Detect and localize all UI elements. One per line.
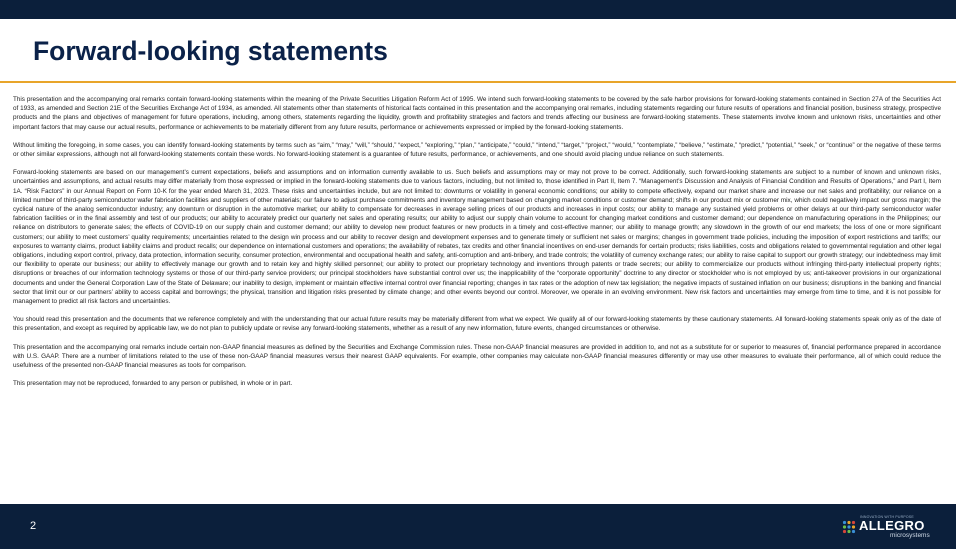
paragraph-safe-harbor: This presentation and the accompanying oral remarks contain forward-looking statements within the meaning of the Private Securities Litigation Reform Act of 1995. We intend such forward-looking statements to be covered by the safe harbor provisions for forward-looking statements contained in Section 27A of the Securities Act of 1933, as amended and Section 21E of the Securities Exchange Act of 1934, as amended. All statements other than statements of historical facts contained in this presentation and the accompanying oral remarks, including statements regarding our future results of operations and financial position, business strategy, prospective products and the plans and objectives of management for future operations, including, among others, statements regarding the liquidity, growth and profitability strategies and factors and trends affecting our business are forward-looking statements. These statements involve known and unknown risks, uncertainties and other important factors that may cause our actual results, performance or achievements to be materially different from any future results, performance or achievements expressed or implied by the forward-looking statements. (13, 96, 941, 131)
allegro-dot-grid-icon (842, 520, 857, 539)
allegro-logo (842, 513, 942, 543)
disclaimer-body (13, 95, 941, 397)
footer-bar (0, 504, 956, 549)
paragraph-terms: Without limiting the foregoing, in some cases, you can identify forward-looking statements by terms such as “aim,” “may,” “will,” “should,” “expect,” “exploring,” “plan,” “anticipate,” “could,” “intend,” “target,” “project,” “would,” “contemplate,” “believe,” “estimate,” “predict,” “potential,” “seek,” or “continue” or the negative of these terms or other similar expressions, although not all forward-looking statements contain these words. No forward-looking statement is a guarantee of future results, performance, or achievements, and one should avoid placing undue reliance on such statements. (13, 141, 941, 159)
paragraph-non-gaap: This presentation and the accompanying oral remarks include certain non-GAAP financial measures as defined by the Securities and Exchange Commission rules. These non-GAAP financial measures are provided in addition to, and not as a substitute for or superior to measures of, financial performance prepared in accordance with U.S. GAAP. There are a number of limitations related to the use of these non-GAAP financial measures versus their nearest GAAP equivalents. For example, other companies may calculate non-GAAP financial measures differently or may use other measures to evaluate their performance, all of which could reduce the usefulness of the presented non-GAAP financial measures as tools for comparison. (13, 343, 941, 370)
paragraph-cautionary: You should read this presentation and the documents that we reference completely and with the understanding that our actual future results may be materially different from what we expect. We qualify all of our forward-looking statements by these cautionary statements. All forward-looking statements speak only as of the date of this presentation, and except as required by applicable law, we do not plan to publicly update or revise any forward-looking statements, whether as a result of any new information, future events, changed circumstances or otherwise. (13, 316, 941, 333)
title-divider (0, 81, 956, 83)
page-number: 2 (30, 520, 37, 532)
logo-subtitle: microsystems (890, 532, 930, 539)
page-title: Forward-looking statements (33, 36, 388, 66)
paragraph-risk-factors: Forward-looking statements are based on our management’s current expectations, beliefs and assumptions and on information currently available to us. Such beliefs and assumptions may or may not prove to be correct. Additionally, such forward-looking statements are subject to a number of known and unknown risks, uncertainties and assumptions, and actual results may differ materially from those expressed or implied in the forward-looking statements due to various factors, including, but not limited to, those identified in Part II, Item 7. “Management’s Discussion and Analysis of Financial Condition and Results of Operations,” and Part I, Item 1A. “Risk Factors” in our Annual Report on Form 10-K for the year ended March 31, 2023. These risks and uncertainties include, but are not limited to: downturns or volatility in general economic conditions; our ability to compete effectively, expand our market share and increase our net sales and profitability; our reliance on a limited number of third-party semiconductor wafer fabrication facilities and suppliers of other materials; our failure to adjust purchase commitments and inventory management based on changing market conditions or customer demand; shifts in our product mix or customer mix, which could negatively impact our gross margin; the cyclical nature of the analog semiconductor industry; any downturn or disruption in the automotive market; our ability to compensate for decreases in average selling prices of our products and increases in input costs; our ability to manage any sustained yield problems or other delays at our third-party semiconductor wafer fabrication facilities or in the final assembly and test of our products; our ability to accurately predict our quarterly net sales and operating results; our ability to adjust our supply chain volume to account for changing market conditions and customer demand; our dependence on manufacturing operations in the Philippines; our reliance on distributors to generate sales; the effects of COVID-19 on our supply chain and customer demand; our ability to develop new product features or new products in a timely and cost-effective manner; our ability to manage growth; any slowdown in the growth of our end markets; the loss of one or more significant customers; our ability to meet customers’ quality requirements; uncertainties related to the design win process and our ability to recover design and development expenses and to generate timely or sufficient net sales or margins; changes in government trade policies, including the imposition of export restrictions and tariffs; our exposures to warranty claims, product liability claims and product recalls; our dependence on international customers and operations; the availability of rebates, tax credits and other financial incentives on end-user demands for certain products; risks liabilities, costs and obligations related to governmental regulation and other legal obligations, including export control, privacy, data protection, information security, consumer protection, environmental and occupational health and safety, anti-corruption and anti-bribery, and trade controls; the volatility of currency exchange rates; our ability to raise capital to support our growth strategy; our indebtedness may limit our flexibility to operate our business; our ability to effectively manage our growth and to retain key and highly skilled personnel; our ability to protect our proprietary technology and inventions through patents or trade secrets; our ability to commercialize our products without infringing third-party intellectual property rights; disruptions or breaches of our information technology systems or those of our third-party service providers; our principal stockholders have substantial control over us; the inapplicability of the “corporate opportunity” doctrine to any director or stockholder who is not employed by us; anti-takeover provisions in our organizational documents and under the General Corporation Law of the State of Delaware; our inability to design, implement or maintain effective internal control over financial reporting; changes in tax rates or the adoption of new tax legislation; the negative impacts of sustained inflation on our business; disruptions in the banking and financial sector that limit our or our partners’ ability to access capital and borrowings; the physical, transition and litigation risks presented by climate change; and other events beyond our control. Moreover, we operate in an evolving environment. New risk factors and uncertainties may emerge from time to time, and it is not possible for management to predict all risk factors and uncertainties. (13, 169, 941, 306)
logo-name: ALLEGRO (859, 518, 925, 533)
paragraph-no-reproduction: This presentation may not be reproduced, forwarded to any person or published, in whole or in part. (13, 380, 293, 388)
top-bar (0, 0, 956, 19)
logo-tagline: INNOVATION WITH PURPOSE (860, 515, 914, 519)
